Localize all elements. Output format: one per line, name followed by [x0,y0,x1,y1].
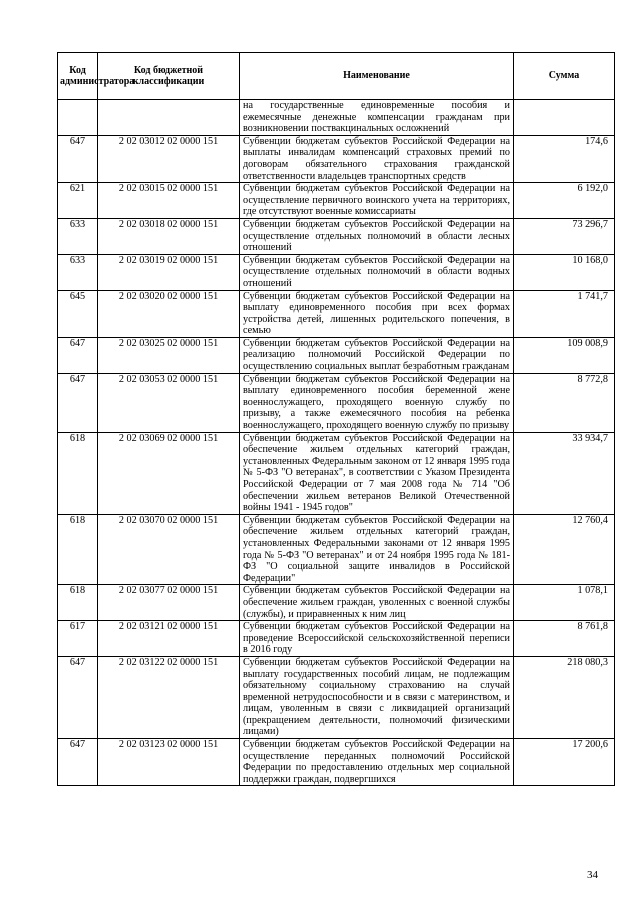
table-row [58,656,615,738]
cell-admin: 618 [58,585,98,621]
cell-code: 2 02 03018 02 0000 151 [98,218,240,254]
cell-admin: 621 [58,183,98,219]
cell-sum: 8 772,8 [514,373,615,432]
cell-sum: 109 008,9 [514,337,615,373]
cell-admin: 618 [58,432,98,514]
cell-code [98,100,240,136]
table-row [58,290,615,337]
table-row [58,432,615,514]
cell-sum: 174,6 [514,135,615,182]
cell-name: Субвенции бюджетам субъектов Российской Федерации на осуществление отдельных полномочий в области водных отношений [240,254,514,290]
cell-sum: 218 080,3 [514,656,615,738]
cell-code: 2 02 03077 02 0000 151 [98,585,240,621]
table-row [58,739,615,786]
cell-name: Субвенции бюджетам субъектов Российской Федерации на реализацию полномочий Российской Федерации по осуществлению социальных выплат безработным гражданам [240,337,514,373]
cell-code: 2 02 03019 02 0000 151 [98,254,240,290]
table-header-row [58,53,615,100]
cell-admin: 617 [58,621,98,657]
cell-admin: 647 [58,373,98,432]
cell-code: 2 02 03070 02 0000 151 [98,514,240,585]
header-name: Наименование [240,53,514,100]
table-row [58,254,615,290]
table-row [58,373,615,432]
header-admin: Код администратора [58,53,98,100]
cell-admin: 633 [58,218,98,254]
cell-name: на государственные единовременные пособия и ежемесячные денежные компенсации гражданам при возникновении поствакцинальных осложнений [240,100,514,136]
cell-name: Субвенции бюджетам субъектов Российской Федерации на выплату единовременного пособия беременной жене военнослужащего, проходящего военную службу по призыву, а также ежемесячного пособия на ребенка военнослужащего, проходящего военную службу по призыву [240,373,514,432]
cell-admin [58,100,98,136]
page-number: 34 [587,869,598,881]
cell-code: 2 02 03053 02 0000 151 [98,373,240,432]
header-sum: Сумма [514,53,615,100]
cell-name: Субвенции бюджетам субъектов Российской Федерации на выплату единовременного пособия при всех формах устройства детей, лишенных родительского попечения, в семью [240,290,514,337]
header-code: Код бюджетной классификации [98,53,240,100]
cell-code: 2 02 03123 02 0000 151 [98,739,240,786]
budget-table [57,52,615,786]
cell-name: Субвенции бюджетам субъектов Российской Федерации на осуществление отдельных полномочий в области лесных отношений [240,218,514,254]
cell-code: 2 02 03122 02 0000 151 [98,656,240,738]
cell-code: 2 02 03012 02 0000 151 [98,135,240,182]
cell-name: Субвенции бюджетам субъектов Российской Федерации на обеспечение жильем граждан, уволенных с военной службы (службы), и приравненных к ним лиц [240,585,514,621]
table-row [58,621,615,657]
cell-admin: 618 [58,514,98,585]
table-row [58,135,615,182]
cell-code: 2 02 03069 02 0000 151 [98,432,240,514]
table-row [58,585,615,621]
table-row [58,337,615,373]
cell-code: 2 02 03020 02 0000 151 [98,290,240,337]
cell-sum: 1 078,1 [514,585,615,621]
cell-admin: 645 [58,290,98,337]
cell-sum: 10 168,0 [514,254,615,290]
cell-name: Субвенции бюджетам субъектов Российской Федерации на обеспечение жильем отдельных категорий граждан, установленных Федеральным законом от 12 января 1995 года № 5-ФЗ "О ветеранах", в соответствии с Указом Президента Российской Федерации от 7 мая 2008 года № 714 "Об обеспечении жильем ветеранов Великой Отечественной войны 1941 - 1945 годов" [240,432,514,514]
table-row-continuation [58,100,615,136]
cell-admin: 633 [58,254,98,290]
table-body [58,100,615,786]
table-row [58,218,615,254]
cell-sum: 6 192,0 [514,183,615,219]
cell-admin: 647 [58,337,98,373]
cell-sum: 8 761,8 [514,621,615,657]
cell-sum: 33 934,7 [514,432,615,514]
cell-sum [514,100,615,136]
cell-name: Субвенции бюджетам субъектов Российской Федерации на выплаты инвалидам компенсаций страховых премий по договорам обязательного страхования гражданской ответственности владельцев транспортных средств [240,135,514,182]
cell-sum: 73 296,7 [514,218,615,254]
cell-code: 2 02 03121 02 0000 151 [98,621,240,657]
cell-name: Субвенции бюджетам субъектов Российской Федерации на обеспечение жильем отдельных категорий граждан, установленных Федеральными законами от 12 января 1995 года № 5-ФЗ "О ветеранах" и от 24 ноября 1995 года № 181-ФЗ "О социальной защите инвалидов в Российской Федерации" [240,514,514,585]
cell-admin: 647 [58,739,98,786]
cell-name: Субвенции бюджетам субъектов Российской Федерации на проведение Всероссийской сельскохозяйственной переписи в 2016 году [240,621,514,657]
cell-code: 2 02 03025 02 0000 151 [98,337,240,373]
table-row [58,514,615,585]
cell-admin: 647 [58,135,98,182]
cell-sum: 17 200,6 [514,739,615,786]
cell-admin: 647 [58,656,98,738]
cell-code: 2 02 03015 02 0000 151 [98,183,240,219]
cell-name: Субвенции бюджетам субъектов Российской Федерации на осуществление переданных полномочий Российской Федерации по предоставлению отдельных мер социальной поддержки граждан, подвергшихся [240,739,514,786]
cell-name: Субвенции бюджетам субъектов Российской Федерации на осуществление первичного воинского учета на территориях, где отсутствуют военные комиссариаты [240,183,514,219]
cell-name: Субвенции бюджетам субъектов Российской Федерации на выплату государственных пособий лицам, не подлежащим обязательному социальному страхованию на случай временной нетрудоспособности и в связи с материнством, и лицам, уволенным в связи с ликвидацией организаций (прекращением деятельности, полномочий физическими лицами) [240,656,514,738]
table-row [58,183,615,219]
cell-sum: 1 741,7 [514,290,615,337]
cell-sum: 12 760,4 [514,514,615,585]
